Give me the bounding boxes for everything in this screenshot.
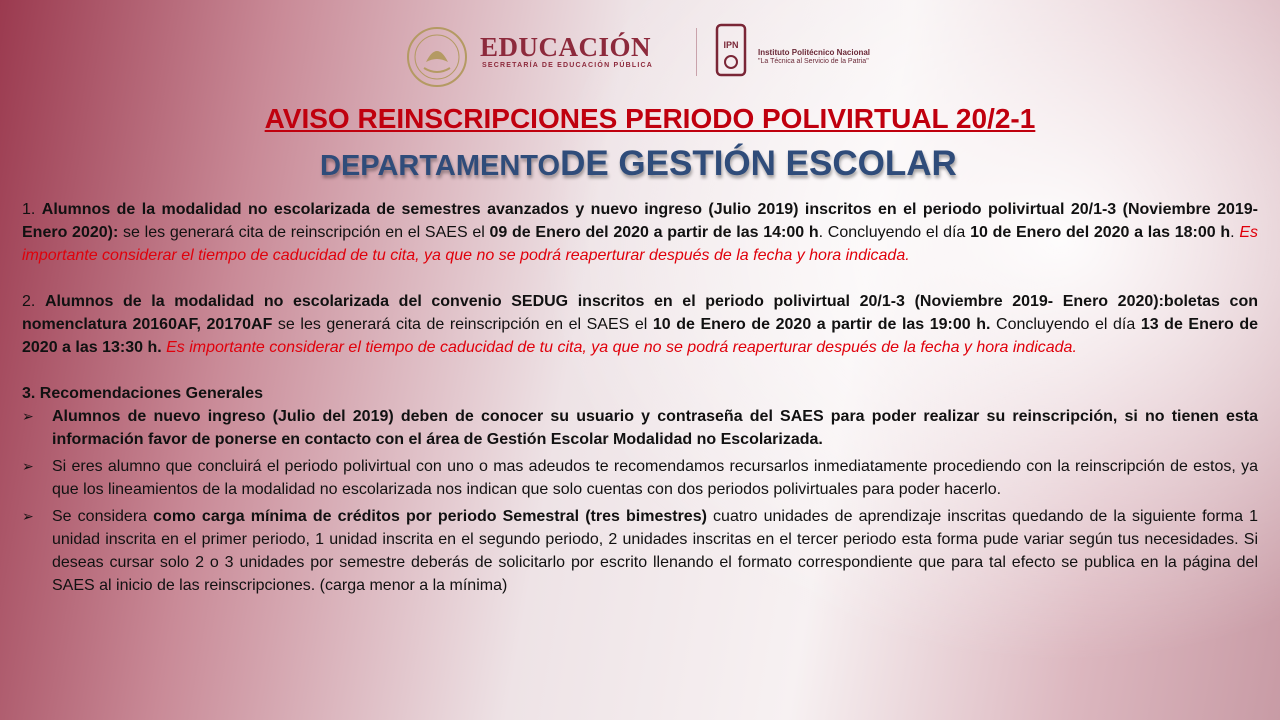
notice-body	[22, 198, 1258, 597]
edu-subtitle: SECRETARÍA DE EDUCACIÓN PÚBLICA	[482, 62, 653, 69]
item-1: 1. Alumnos de la modalidad no escolarizada de semestres avanzados y nuevo ingreso (Julio 2019) inscritos en el periodo polivirtual 20/1-3 (Noviembre 2019- Enero 2020): se les generará cita de reinscripción en el SAES el 09 de Enero del 2020 a partir de las 14:00 h. Concluyendo el día 10 de Enero del 2020 a las 18:00 h. Es importante considerar el tiempo de caducidad de tu cita, ya que no se podrá reaperturar después de la fecha y hora indicada.	[22, 201, 1259, 264]
department-title-a: DEPARTAMENTO	[320, 150, 561, 182]
bullet-2: ➢ Si eres alumno que concluirá el periodo polivirtual con uno o mas adeudos te recomendamos recursarlos inmediatamente procediendo con la reinscripción de estos, ya que los lineamientos de la modalidad no escolarizada nos indican que solo cuentas con dos periodos polivirtuales para poder hacerlo.	[22, 455, 1258, 501]
warning-text: Es importante considerar el tiempo de caducidad de tu cita, ya que no se podrá reaperturar después de la fecha y hora indicada.	[22, 224, 1259, 264]
main-title: AVISO REINSCRIPCIONES PERIODO POLIVIRTUAL 20/2-1	[264, 103, 1036, 134]
arrow-bullet-icon: ➢	[22, 458, 34, 474]
department-title-b: DE GESTIÓN ESCOLAR	[560, 144, 957, 183]
bullet-3: ➢ Se considera como carga mínima de créditos por periodo Semestral (tres bimestres) cuatro unidades de aprendizaje inscritas quedando de la siguiente forma 1 unidad inscrita en el primer periodo, 1 unidad inscrita en el segundo periodo, 2 unidades inscritas en el tercer periodo esta forma pude variar según tus necesidades. Si deseas cursar solo 2 o 3 unidades por semestre deberás de solicitarlo por escrito llenando el formato correspondiente que para tal efecto se publica en la página del SAES al inicio de las reinscripciones. (carga menor a la mínima)	[22, 505, 1258, 597]
edu-title: EDUCACIÓN	[480, 32, 652, 62]
item-2: 2. Alumnos de la modalidad no escolarizada del convenio SEDUG inscritos en el periodo polivirtual 20/1-3 (Noviembre 2019- Enero 2020):boletas con nomenclatura 20160AF, 20170AF se les generará cita de reinscripción en el SAES el 10 de Enero de 2020 a partir de las 19:00 h. Concluyendo el día 13 de Enero de 2020 a las 13:30 h. Es importante considerar el tiempo de caducidad de tu cita, ya que no se podrá reaperturar después de la fecha y hora indicada.	[22, 293, 1258, 356]
warning-text: Es importante considerar el tiempo de caducidad de tu cita, ya que no se podrá reaperturar después de la fecha y hora indicada.	[166, 339, 1077, 356]
ipn-motto: "La Técnica al Servicio de la Patria"	[758, 58, 869, 65]
mexico-seal-icon	[406, 26, 468, 88]
header-divider	[696, 28, 697, 76]
department-title	[320, 144, 957, 184]
item-3-heading: 3. Recomendaciones Generales	[22, 385, 263, 402]
bullet-1: ➢ Alumnos de nuevo ingreso (Julio del 2019) deben de conocer su usuario y contraseña del SAES para poder realizar su reinscripción, si no tienen esta información favor de ponerse en contacto con el área de Gestión Escolar Modalidad no Escolarizada.	[22, 405, 1258, 451]
ipn-logo-icon	[714, 22, 748, 78]
header-logos	[0, 20, 1280, 80]
svg-text:IPN: IPN	[723, 40, 739, 50]
ipn-name: Instituto Politécnico Nacional	[758, 48, 871, 57]
arrow-bullet-icon: ➢	[22, 508, 34, 524]
arrow-bullet-icon: ➢	[22, 408, 34, 424]
